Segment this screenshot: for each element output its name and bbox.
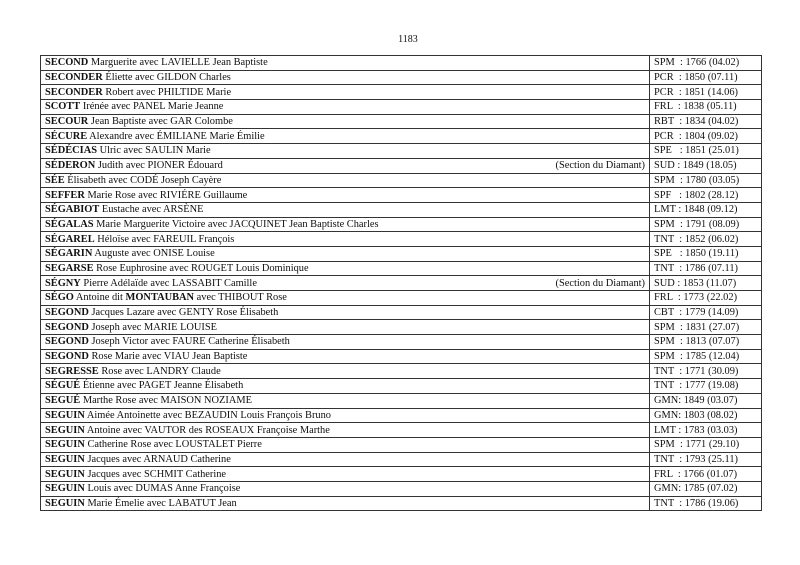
place-date-cell: TNT : 1777 (19.08)	[650, 379, 762, 394]
couple-cell	[41, 496, 650, 511]
name-text: Rose Euphrosine avec ROUGET Louis Dominique	[93, 262, 309, 274]
place-date-cell: SPM : 1785 (12.04)	[650, 349, 762, 364]
couple-cell	[41, 320, 650, 335]
place-date-cell: SPM : 1831 (27.07)	[650, 320, 762, 335]
couple-cell	[41, 291, 650, 306]
name-text: Joseph Victor avec FAURE Catherine Élisabeth	[88, 336, 290, 348]
name-text: Marguerite avec LAVIELLE Jean Baptiste	[88, 57, 268, 69]
surname: SEGUIN	[45, 439, 85, 451]
name-text: Jacques Lazare avec GENTY Rose Élisabeth	[88, 307, 279, 319]
name-text: Étienne avec PAGET Jeanne Élisabeth	[80, 380, 244, 392]
name-text: Antoine avec VAUTOR des ROSEAUX Françoise Marthe	[84, 424, 330, 436]
name-text: Aimée Antoinette avec BEZAUDIN Louis François Bruno	[84, 409, 331, 421]
table-row	[41, 305, 762, 320]
name-text: Joseph avec MARIE LOUISE	[88, 321, 218, 333]
table-row	[41, 85, 762, 100]
surname: SEGOND	[45, 321, 89, 333]
table-row	[41, 452, 762, 467]
couple-cell	[41, 217, 650, 232]
surname: SÉGALAS	[45, 218, 94, 230]
surname: SEGUIN	[45, 483, 85, 495]
place-date-cell: SPE : 1851 (25.01)	[650, 144, 762, 159]
surname: SEGARSE	[45, 262, 94, 274]
name-text: Jean Baptiste avec GAR Colombe	[88, 116, 233, 128]
place-date-cell: TNT : 1786 (19.06)	[650, 496, 762, 511]
couple-cell	[41, 364, 650, 379]
name-text: Jacques avec ARNAUD Catherine	[84, 453, 231, 465]
surname: SÉE	[45, 174, 65, 186]
table-row	[41, 364, 762, 379]
couple-cell	[41, 100, 650, 115]
table-row	[41, 144, 762, 159]
place-date-cell: FRL : 1838 (05.11)	[650, 100, 762, 115]
name-text: Éliette avec GILDON Charles	[102, 72, 231, 84]
place-date-cell: LMT : 1783 (03.03)	[650, 423, 762, 438]
place-date-cell: TNT : 1793 (25.11)	[650, 452, 762, 467]
surname: SÉGO	[45, 292, 74, 304]
name-text: Judith avec PIONER Édouard	[95, 160, 223, 172]
couple-cell	[41, 173, 650, 188]
place-date-cell: TNT : 1852 (06.02)	[650, 232, 762, 247]
place-date-cell: SPF : 1802 (28.12)	[650, 188, 762, 203]
place-date-cell: SPE : 1850 (19.11)	[650, 246, 762, 261]
place-date-cell: PCR : 1850 (07.11)	[650, 70, 762, 85]
place-date-cell: FRL : 1773 (22.02)	[650, 291, 762, 306]
table-row	[41, 423, 762, 438]
place-date-cell: FRL : 1766 (01.07)	[650, 467, 762, 482]
table-row	[41, 129, 762, 144]
couple-cell	[41, 437, 650, 452]
name-text: Ulric avec SAULIN Marie	[96, 145, 211, 157]
surname: SEGUIN	[45, 453, 85, 465]
name-text: avec THIBOUT Rose	[194, 292, 287, 304]
place-date-cell: SPM : 1771 (29.10)	[650, 437, 762, 452]
place-date-cell: GMN: 1803 (08.02)	[650, 408, 762, 423]
surname: SÉGUÉ	[45, 380, 81, 392]
place-date-cell: SUD : 1849 (18.05)	[650, 158, 762, 173]
surname: SEFFER	[45, 189, 85, 201]
name-text: Jacques avec SCHMIT Catherine	[84, 468, 227, 480]
surname: SEGUÉ	[45, 395, 81, 407]
couple-cell	[41, 305, 650, 320]
couple-cell	[41, 246, 650, 261]
surname: SEGOND	[45, 351, 89, 363]
couple-cell	[41, 335, 650, 350]
name-text: Irénée avec PANEL Marie Jeanne	[80, 101, 224, 113]
surname: SEGUIN	[45, 409, 85, 421]
table-row	[41, 56, 762, 71]
surname: SECOND	[45, 57, 89, 69]
name-text: Marie Émelie avec LABATUT Jean	[84, 497, 237, 509]
table-row	[41, 379, 762, 394]
table-row	[41, 467, 762, 482]
place-date-cell: PCR : 1804 (09.02)	[650, 129, 762, 144]
table-row	[41, 393, 762, 408]
couple-cell	[41, 379, 650, 394]
name-text: Catherine Rose avec LOUSTALET Pierre	[84, 439, 262, 451]
table-row	[41, 232, 762, 247]
name-text: Marie Rose avec RIVIÉRE Guillaume	[84, 189, 248, 201]
page-number: 1183	[398, 34, 418, 45]
surname: SEGUIN	[45, 497, 85, 509]
table-row	[41, 217, 762, 232]
surname: SÉGNY	[45, 277, 81, 289]
table-row	[41, 335, 762, 350]
surname: SEGUIN	[45, 468, 85, 480]
name-text: Antoine dit	[73, 292, 126, 304]
surname: SECOUR	[45, 116, 89, 128]
surname: SÉDÉCIAS	[45, 145, 97, 157]
surname: MONTAUBAN	[125, 292, 195, 304]
couple-cell	[41, 276, 650, 291]
place-date-cell: GMN: 1785 (07.02)	[650, 481, 762, 496]
place-date-cell: RBT : 1834 (04.02)	[650, 114, 762, 129]
table-row	[41, 320, 762, 335]
place-date-cell: SPM : 1766 (04.02)	[650, 56, 762, 71]
couple-cell	[41, 144, 650, 159]
surname: SÉGABIOT	[45, 204, 100, 216]
surname: SÉDERON	[45, 160, 96, 172]
table-row	[41, 481, 762, 496]
name-text: Auguste avec ONISE Louise	[92, 248, 215, 260]
place-date-cell: GMN: 1849 (03.07)	[650, 393, 762, 408]
table-row	[41, 114, 762, 129]
couple-cell	[41, 423, 650, 438]
name-text: Élisabeth avec CODÉ Joseph Cayère	[64, 174, 222, 186]
place-date-cell: CBT : 1779 (14.09)	[650, 305, 762, 320]
name-text: Robert avec PHILTIDE Marie	[102, 86, 232, 98]
couple-cell	[41, 85, 650, 100]
surname: SEGOND	[45, 307, 89, 319]
table-row	[41, 276, 762, 291]
name-text: Marie Marguerite Victoire avec JACQUINET Jean Baptiste Charles	[93, 218, 379, 230]
place-date-cell: SPM : 1780 (03.05)	[650, 173, 762, 188]
place-date-cell: SPM : 1813 (07.07)	[650, 335, 762, 350]
place-date-cell: TNT : 1786 (07.11)	[650, 261, 762, 276]
place-date-cell: TNT : 1771 (30.09)	[650, 364, 762, 379]
table-row	[41, 496, 762, 511]
couple-cell	[41, 158, 650, 173]
name-text: Héloïse avec FAREUIL François	[94, 233, 235, 245]
place-date-cell: LMT : 1848 (09.12)	[650, 202, 762, 217]
surname: SÉGAREL	[45, 233, 95, 245]
couple-cell	[41, 232, 650, 247]
section-note: (Section du Diamant)	[555, 277, 645, 289]
name-text: Alexandre avec ÉMILIANE Marie Émilie	[87, 130, 265, 142]
table-row	[41, 173, 762, 188]
couple-cell	[41, 467, 650, 482]
couple-cell	[41, 188, 650, 203]
couple-cell	[41, 129, 650, 144]
table-row	[41, 70, 762, 85]
surname: SEGUIN	[45, 424, 85, 436]
couple-cell	[41, 70, 650, 85]
place-date-cell: PCR : 1851 (14.06)	[650, 85, 762, 100]
section-note: (Section du Diamant)	[555, 160, 645, 172]
table-row	[41, 100, 762, 115]
table-row	[41, 349, 762, 364]
table-row	[41, 202, 762, 217]
table-row	[41, 246, 762, 261]
surname: SEGOND	[45, 336, 89, 348]
couple-cell	[41, 481, 650, 496]
place-date-cell: SUD : 1853 (11.07)	[650, 276, 762, 291]
table-row	[41, 408, 762, 423]
couple-cell	[41, 408, 650, 423]
table-row	[41, 188, 762, 203]
place-date-cell: SPM : 1791 (08.09)	[650, 217, 762, 232]
surname: SECONDER	[45, 72, 103, 84]
table-row	[41, 158, 762, 173]
couple-cell	[41, 349, 650, 364]
surname: SCOTT	[45, 101, 81, 113]
marriage-index-table	[40, 55, 762, 511]
table-row	[41, 261, 762, 276]
couple-cell	[41, 56, 650, 71]
table-row	[41, 437, 762, 452]
surname: SECONDER	[45, 86, 103, 98]
name-text: Eustache avec ARSÈNE	[99, 204, 204, 216]
couple-cell	[41, 261, 650, 276]
couple-cell	[41, 114, 650, 129]
name-text: Louis avec DUMAS Anne Françoise	[84, 483, 241, 495]
name-text: Rose Marie avec VIAU Jean Baptiste	[88, 351, 248, 363]
surname: SEGRESSE	[45, 365, 99, 377]
name-text: Marthe Rose avec MAISON NOZIAME	[80, 395, 252, 407]
name-text: Pierre Adélaïde avec LASSABIT Camille	[80, 277, 257, 289]
couple-cell	[41, 452, 650, 467]
surname: SÉCURE	[45, 130, 88, 142]
couple-cell	[41, 393, 650, 408]
name-text: Rose avec LANDRY Claude	[98, 365, 221, 377]
surname: SÉGARIN	[45, 248, 93, 260]
table-row	[41, 291, 762, 306]
couple-cell	[41, 202, 650, 217]
